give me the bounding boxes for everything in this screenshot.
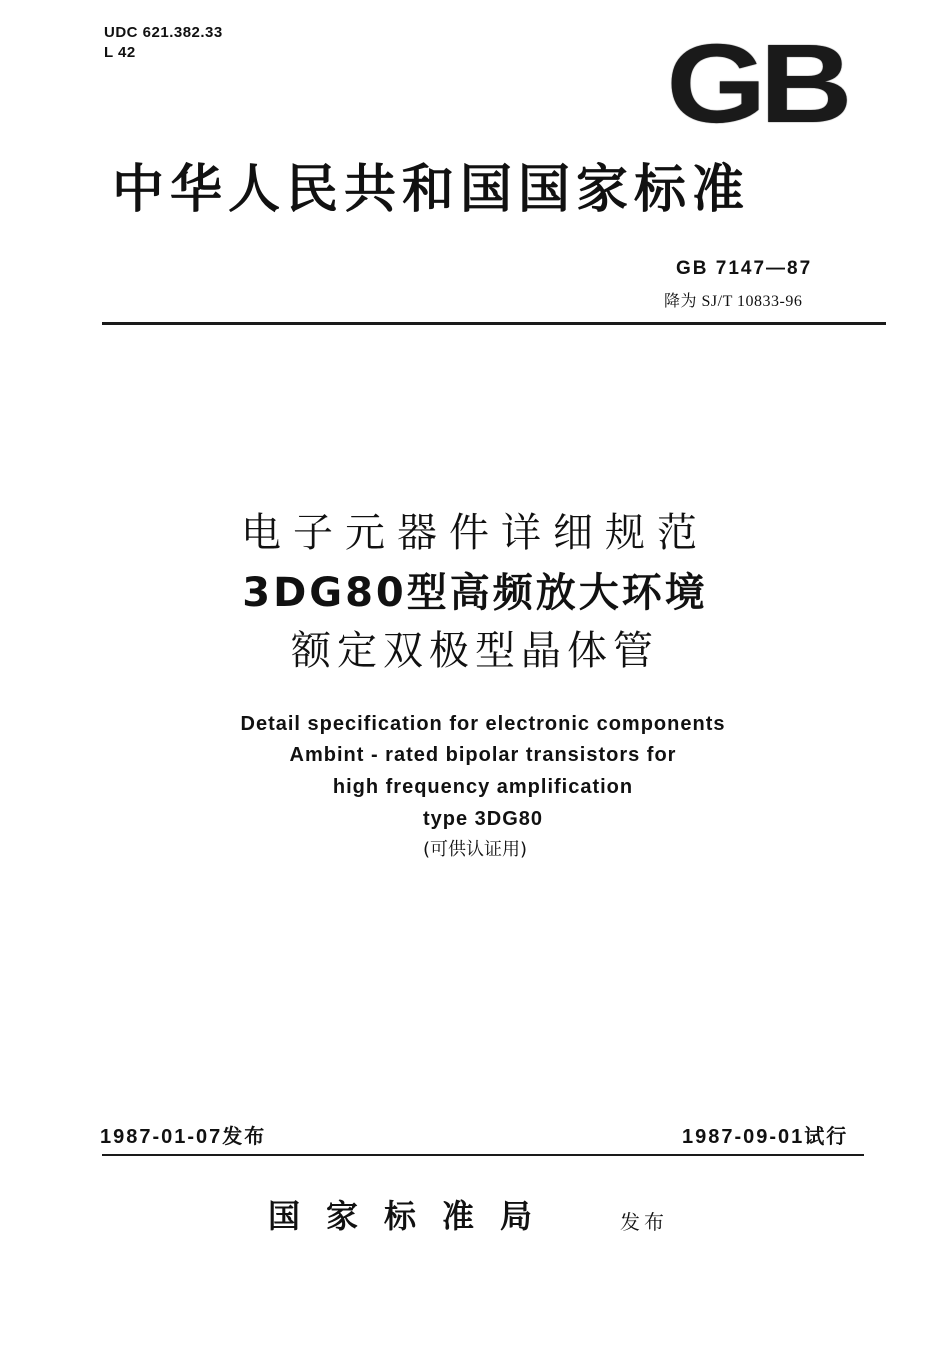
english-title-line-1: Detail specification for electronic components [240, 713, 726, 735]
replaced-by-note: 降为 SJ/T 10833-96 [664, 293, 803, 310]
trial-date: 1987-09-01试行 [682, 1126, 849, 1148]
standard-number: GB 7147—87 [676, 258, 813, 279]
english-title-line-2: Ambint - rated bipolar transistors for [289, 744, 677, 766]
top-divider [102, 322, 886, 325]
english-title-line-3: high frequency amplification [332, 776, 634, 798]
udc-code: UDC 621.382.33 [104, 24, 223, 41]
chinese-title-line-3: 额定双极型晶体管 [291, 628, 659, 674]
chinese-title-line-2: 3DG80型高频放大环境 [242, 570, 708, 616]
gb-logo-text: GB [666, 21, 846, 146]
chinese-title-line-1: 电子元器件详细规范 [241, 510, 709, 556]
certification-note: (可供认证用) [422, 839, 528, 860]
gb-logo [660, 21, 852, 146]
issue-date: 1987-01-07发布 [100, 1126, 267, 1148]
classification-code: L 42 [104, 44, 136, 61]
issuer-action: 发布 [620, 1210, 668, 1234]
issuer-name: 国家标准局 [268, 1197, 559, 1235]
national-standard-title: 中华人民共和国国家标准 [112, 160, 751, 220]
bottom-divider [102, 1154, 864, 1156]
english-title-line-4: type 3DG80 [422, 808, 544, 830]
